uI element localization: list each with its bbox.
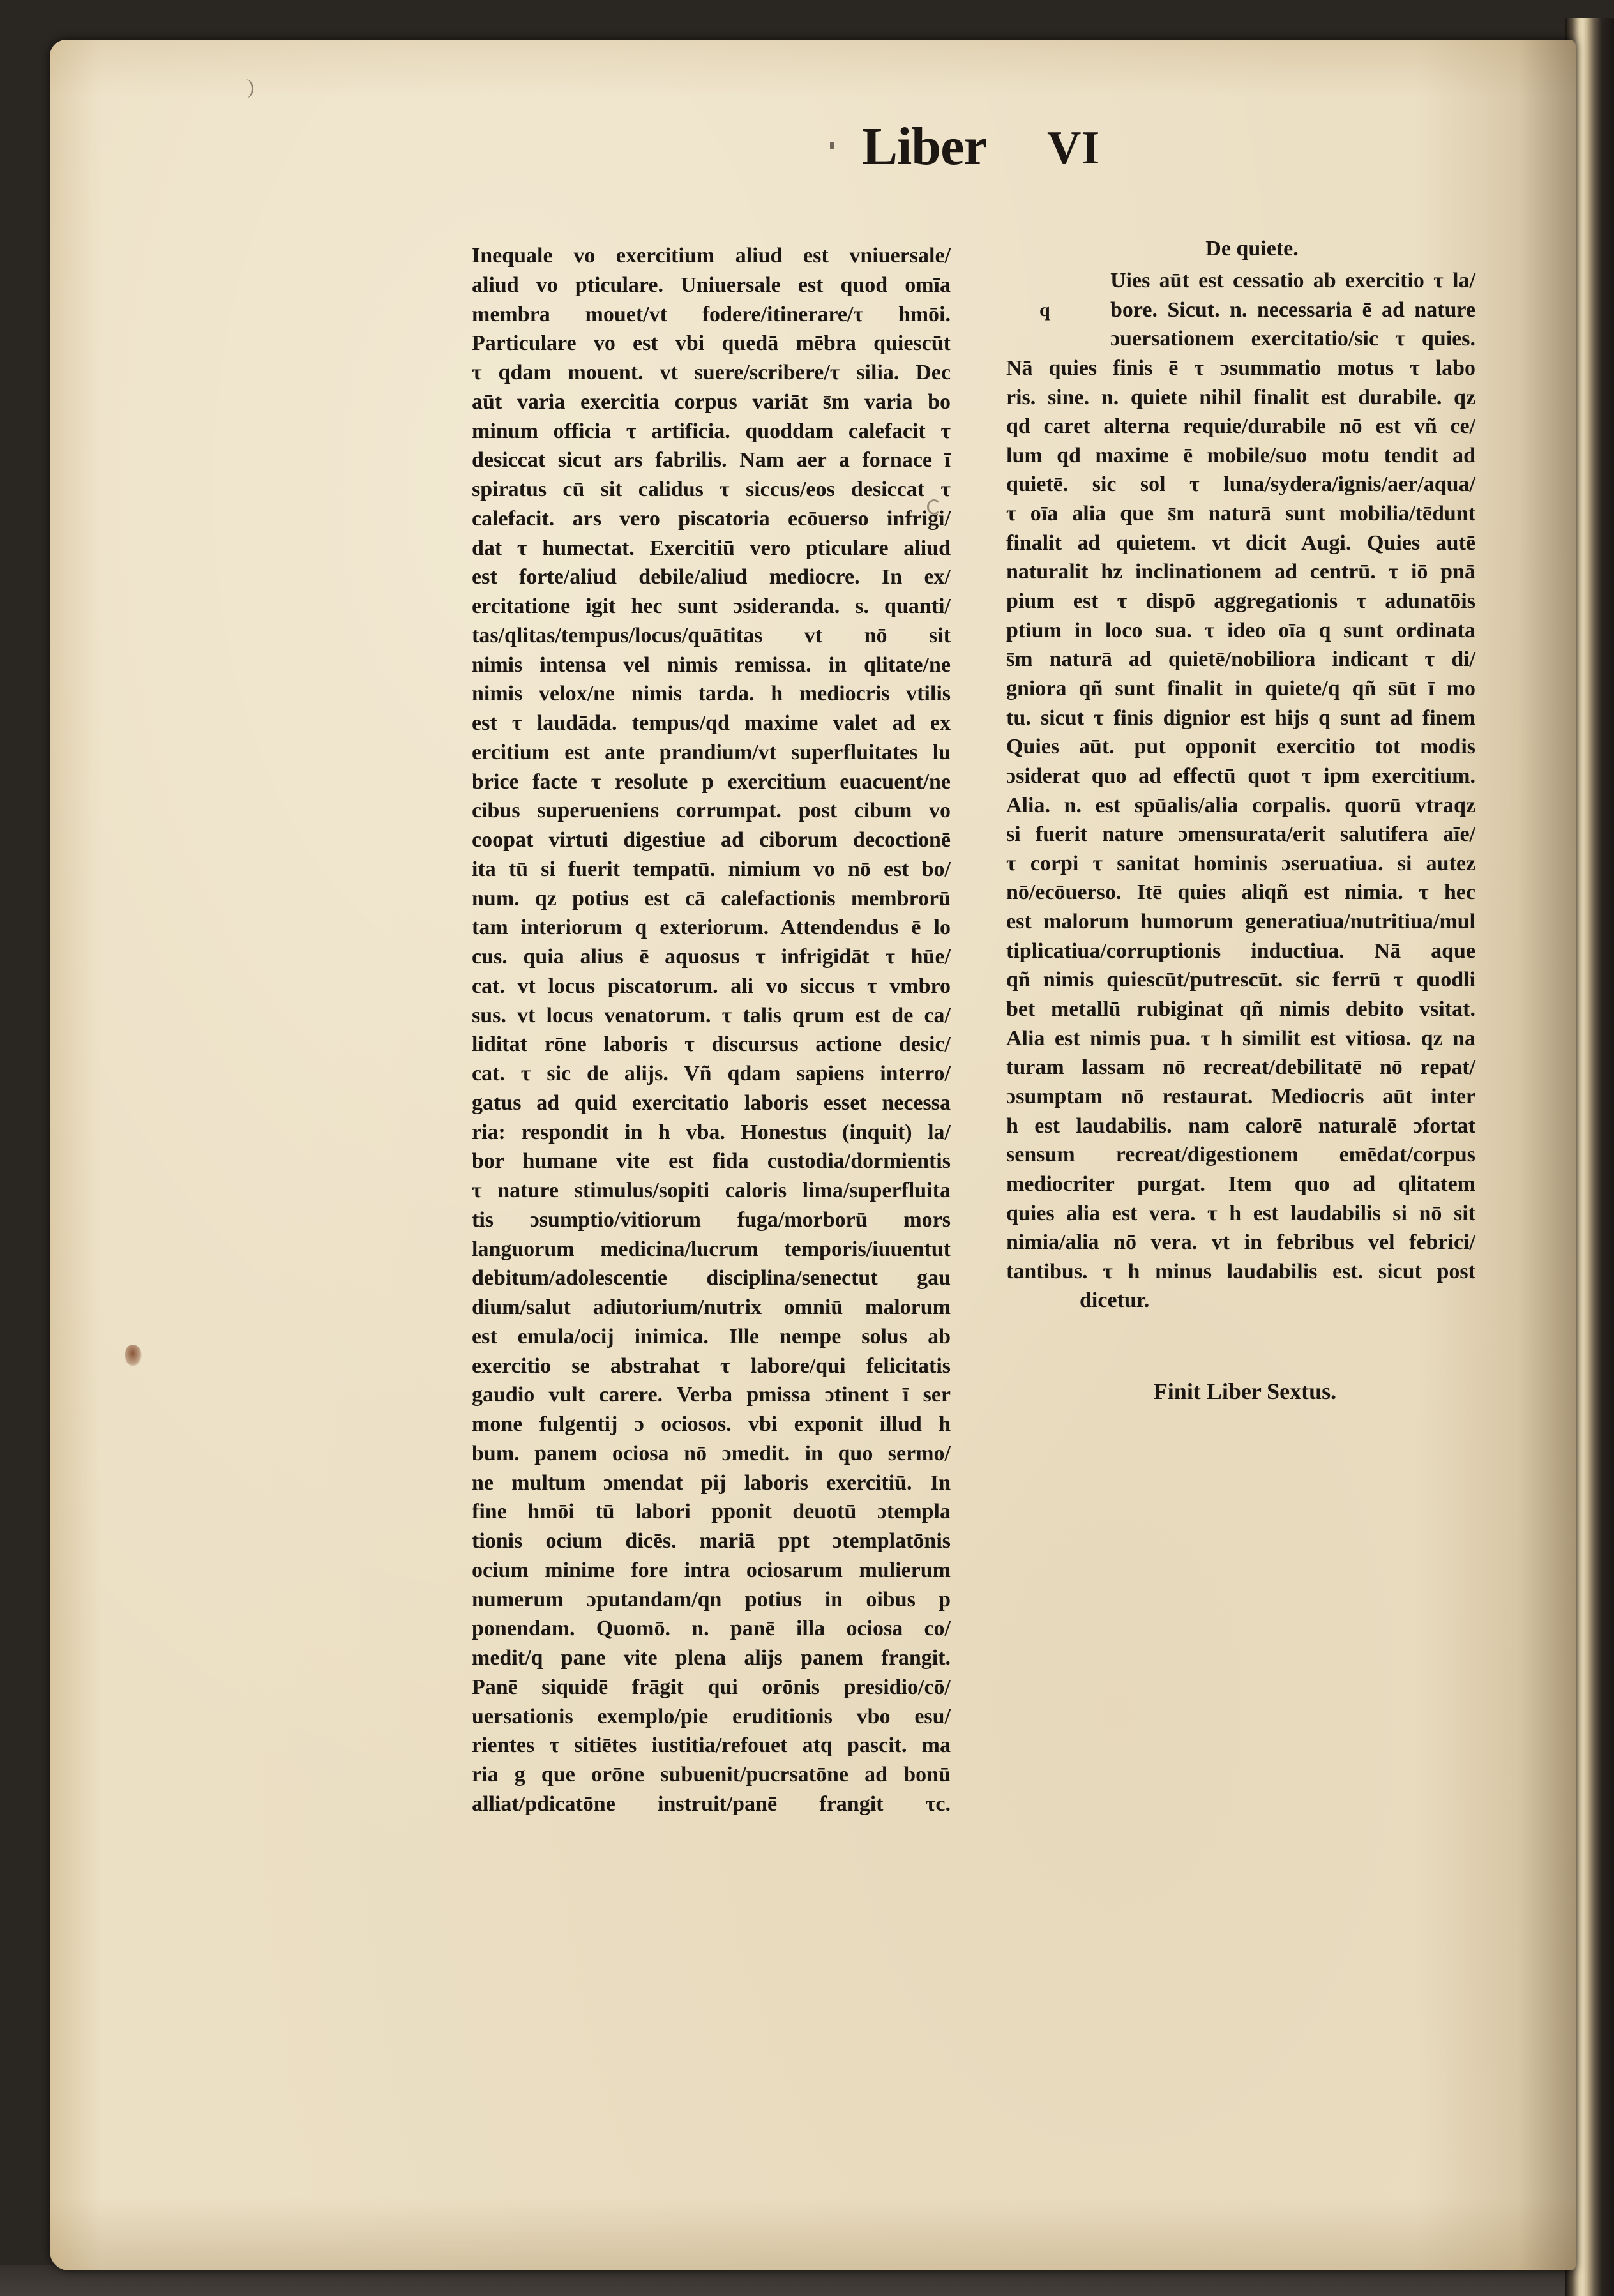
left-column-line: ria g que orōne subuenit/pucrsatōne ad bonū — [472, 1763, 951, 1786]
left-column-line: gaudio vult carere. Verba pmissa ɔtinent ī ser — [472, 1383, 951, 1407]
right-column-line: gniora qñ sunt finalit in quiete/q qñ sūt ī mo — [1006, 676, 1475, 700]
left-column-line: bum. panem ociosa nō ɔmedit. in quo sermo/ — [472, 1441, 951, 1465]
left-column-line: aūt varia exercitia corpus variāt s̄m varia bo — [472, 389, 951, 414]
right-column-line: qñ nimis quiescūt/putrescūt. sic ferrū τ quodli — [1006, 968, 1475, 992]
left-column-line: exercitio se abstrahat τ labore/qui felicitatis — [472, 1354, 951, 1378]
right-column-line: Nā quies finis ē τ ɔsummatio motus τ labo — [1006, 356, 1475, 380]
left-column-line: spiratus cū sit calidus τ siccus/eos desiccat τ — [472, 478, 951, 501]
left-column-line: mone fulgentij ɔ ociosos. vbi exponit illud h — [472, 1412, 951, 1436]
right-column-line: h est laudabilis. nam calorē naturalē ɔfortat — [1006, 1114, 1475, 1138]
left-column-line: alliat/pdicatōne instruit/panē frangit τc. — [472, 1792, 951, 1816]
right-column-line: quietē. sic sol τ luna/sydera/ignis/aer/aqua/ — [1006, 472, 1475, 497]
right-column-line: ptium in loco sua. τ ideo oīa q sunt ordinata — [1006, 618, 1475, 642]
right-column-line: nō/ecōuerso. Itē quies aliqñ est nimia. τ hec — [1006, 880, 1475, 905]
right-column-line: ɔsiderat quo ad effectū quot τ ipm exercitium. — [1006, 764, 1475, 788]
left-column-line: ercitium est ante prandium/vt superfluitates lu — [472, 740, 951, 764]
running-head-book-number: VI — [1047, 122, 1100, 174]
right-column-line: lum qd maxime ē mobile/suo motu tendit ad — [1006, 443, 1475, 467]
right-column-line: ɔsumptam nō restaurat. Mediocris aūt inter — [1006, 1084, 1475, 1108]
left-column-line: τ qdam mouent. vt suere/scribere/τ silia. Dec — [472, 361, 951, 384]
right-column-line: turam lassam nō recreat/debilitatē nō repat/ — [1006, 1055, 1475, 1080]
right-column-line: bore. Sicut. n. necessaria ē ad nature — [1110, 298, 1475, 322]
left-column-line: ocium minime fore intra ociosarum mulierum — [472, 1558, 951, 1582]
left-text-column — [472, 241, 951, 1819]
left-column-line: bor humane vite est fida custodia/dormientis — [472, 1149, 951, 1174]
left-column-line: est forte/aliud debile/aliud mediocre. In ex/ — [472, 565, 951, 589]
left-column-line: uersationis exemplo/pie eruditionis vbo esu/ — [472, 1704, 951, 1728]
left-column-line: tam interiorum q exteriorum. Attendendus ē lo — [472, 916, 951, 940]
left-column-line: tis ɔsumptio/vitiorum fuga/morborū mors — [472, 1207, 951, 1232]
left-column-line: sus. vt locus venatorum. τ talis qrum est de ca/ — [472, 1003, 951, 1027]
printer-mark — [830, 142, 834, 149]
left-column-line: nimis velox/ne nimis tarda. h mediocris vtilis — [472, 682, 951, 706]
left-column-line: Particulare vo est vbi quedā mēbra quiescūt — [472, 331, 951, 356]
left-column-line: coopat virtuti digestiue ad ciborum decoctionē — [472, 828, 951, 852]
left-column-line: rientes τ sitiētes iustitia/refouet atq pascit. ma — [472, 1733, 951, 1758]
right-column-line: sensum recreat/digestionem emēdat/corpus — [1006, 1143, 1475, 1167]
left-column-line: ita tū si fuerit tempatū. nimium vo nō est bo/ — [472, 857, 951, 881]
left-column-line: dat τ humectat. Exercitiū vero pticulare aliud — [472, 536, 951, 560]
left-column-line: dium/salut adiutorium/nutrix omniū malorum — [472, 1295, 951, 1319]
right-text-column — [1006, 266, 1475, 1315]
right-column-line: mediocriter purgat. Item quo ad qlitatem — [1006, 1172, 1475, 1196]
right-column-line: quies alia est vera. τ h est laudabilis si nō sit — [1006, 1201, 1475, 1225]
left-column-line: Inequale vo exercitium aliud est vniuersale/ — [472, 244, 951, 268]
left-column-line: medit/q pane vite plena alijs panem frangit. — [472, 1646, 951, 1670]
right-column-line: bet metallū rubiginat qñ nimis debito vsitat. — [1006, 997, 1475, 1022]
left-column-line: ne multum ɔmendat pij laboris exercitiū. In — [472, 1470, 951, 1495]
left-column-line: ria: respondit in h vba. Honestus (inquit) la/ — [472, 1120, 951, 1144]
left-column-line: desiccat sicut ars fabrilis. Nam aer a fornace ī — [472, 448, 951, 472]
left-column-line: aliud vo pticulare. Uniuersale est quod omīa — [472, 273, 951, 297]
left-column-line: tas/qlitas/tempus/locus/quātitas vt nō sit — [472, 623, 951, 647]
initial-guide-letter: q — [1039, 299, 1050, 321]
left-column-line: ponendam. Quomō. n. panē illa ociosa co/ — [472, 1617, 951, 1641]
left-column-line: minum officia τ artificia. quoddam calefacit τ — [472, 419, 951, 443]
right-column-line: qd caret alterna requie/durabile nō est vñ ce/ — [1006, 414, 1475, 439]
left-column-line: calefacit. ars vero piscatoria ecōuerso infrigi/ — [472, 506, 951, 531]
left-column-line: languorum medicina/lucrum temporis/iuuentut — [472, 1237, 951, 1261]
right-column-line: tiplicatiua/corruptionis inductiua. Nā aque — [1006, 939, 1475, 963]
left-column-line: Panē siquidē frāgit qui orōnis presidio/cō/ — [472, 1675, 951, 1699]
left-column-line: τ nature stimulus/sopiti caloris lima/superfluita — [472, 1179, 951, 1202]
right-column-line: τ corpi τ sanitat hominis ɔseruatiua. si autez — [1006, 851, 1475, 875]
right-column-line: ris. sine. n. quiete nihil finalit est durabile. qz — [1006, 385, 1475, 409]
left-column-line: est emula/ocij inimica. Ille nempe solus ab — [472, 1324, 951, 1348]
left-column-line: debitum/adolescentie disciplina/senectut gau — [472, 1266, 951, 1290]
left-column-line: cus. quia alius ē aquosus τ infrigidāt τ hūe/ — [472, 945, 951, 969]
running-head-liber: Liber — [862, 117, 987, 176]
right-column-line: naturalit hz inclinationem ad centrū. τ iō pnā — [1006, 560, 1475, 584]
ink-stain — [125, 1345, 142, 1366]
left-column-line: gatus ad quid exercitatio laboris esset necessa — [472, 1091, 951, 1115]
left-column-line: numerum ɔputandam/qn potius in oibus p — [472, 1587, 951, 1612]
right-column-line: τ oīa alia que s̄m naturā sunt mobilia/tēdunt — [1006, 502, 1475, 526]
right-column-line: ɔuersationem exercitatio/sic τ quies. — [1110, 327, 1475, 351]
right-column-line: tu. sicut τ finis dignior est hijs q sunt ad finem — [1006, 706, 1475, 730]
left-column-line: brice facte τ resolute p exercitium euacuent/ne — [472, 769, 951, 794]
left-column-line: liditat rōne laboris τ discursus actione desic/ — [472, 1032, 951, 1057]
left-column-line: fine hmōi tū labori pponit deuotū ɔtempla — [472, 1500, 951, 1524]
left-column-line: cat. vt locus piscatorum. ali vo siccus τ vmbro — [472, 974, 951, 998]
left-column-line: nimis intensa vel nimis remissa. in qlitate/ne — [472, 653, 951, 677]
section-heading: De quiete. — [1205, 237, 1299, 261]
left-column-line: tionis ocium dicēs. mariā ppt ɔtemplatōnis — [472, 1529, 951, 1553]
right-column-line: nimia/alia nō vera. vt in febribus vel febrici/ — [1006, 1230, 1475, 1255]
right-column-line: Alia est nimis pua. τ h similit est vitiosa. qz na — [1006, 1026, 1475, 1050]
right-column-line: Quies aūt. put opponit exercitio tot modis — [1006, 735, 1475, 759]
pen-mark — [238, 79, 253, 98]
left-column-line: ercitatione igit hec sunt ɔsideranda. s. quanti/ — [472, 594, 951, 618]
left-column-line: cibus superueniens corrumpat. post cibum vo — [472, 799, 951, 823]
left-column-line: cat. τ sic de alijs. Vñ qdam sapiens interro/ — [472, 1062, 951, 1085]
right-column-line: tantibus. τ h minus laudabilis est. sicut post — [1006, 1259, 1475, 1283]
right-column-line: dicetur. — [1080, 1288, 1150, 1313]
left-column-line: membra mouet/vt fodere/itinerare/τ hmōi. — [472, 302, 951, 326]
right-column-line: Uies aūt est cessatio ab exercitio τ la/ — [1110, 269, 1475, 292]
right-column-line: finalit ad quietem. vt dicit Augi. Quies autē — [1006, 531, 1475, 555]
left-column-line: num. qz potius est cā calefactionis membrorū — [472, 886, 951, 910]
right-column-line: si fuerit nature ɔmensurata/erit salutifera aīe/ — [1006, 822, 1475, 847]
right-column-line: Alia. n. est spūalis/alia corpalis. quorū vtraqz — [1006, 793, 1475, 817]
right-column-line: s̄m naturā ad quietē/nobiliora indicant τ di/ — [1006, 647, 1475, 672]
right-column-line: est malorum humorum generatiua/nutritiua/mul — [1006, 910, 1475, 934]
right-column-line: pium est τ dispō aggregationis τ adunatōis — [1006, 589, 1475, 614]
left-column-line: est τ laudāda. tempus/qd maxime valet ad ex — [472, 711, 951, 735]
colophon: Finit Liber Sextus. — [1153, 1378, 1337, 1404]
